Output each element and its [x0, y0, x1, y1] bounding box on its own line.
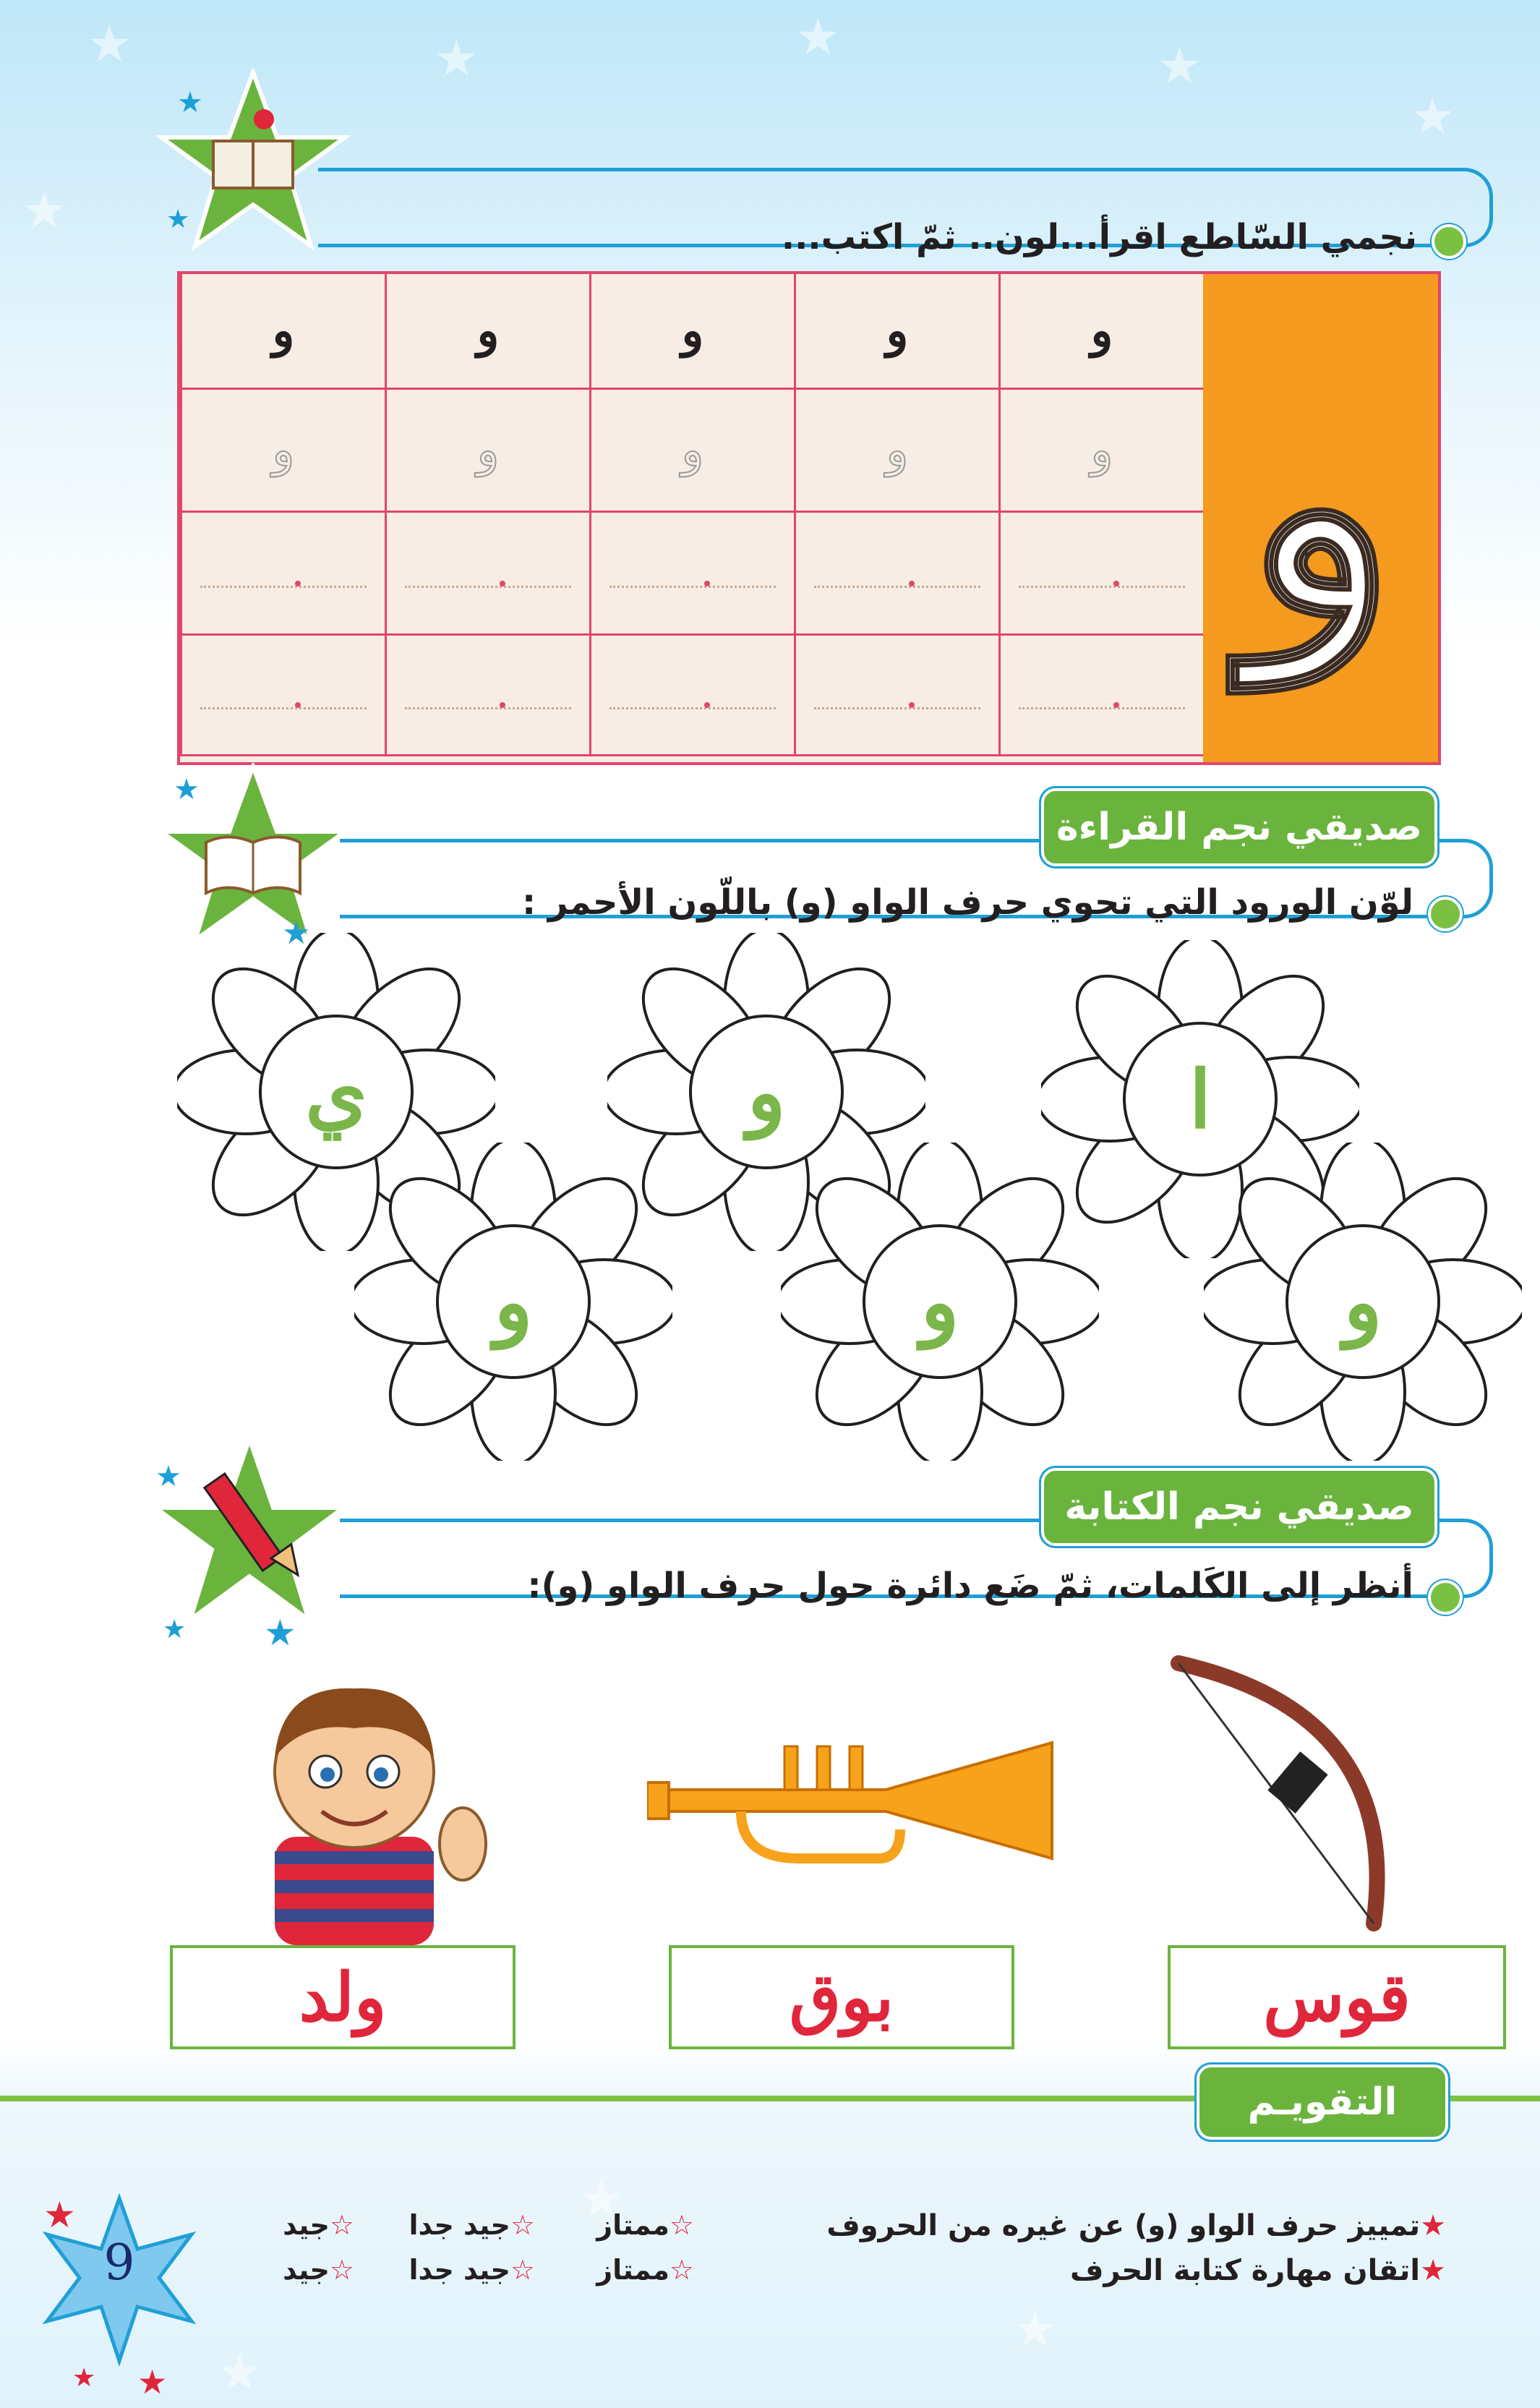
- writing-practice-cell[interactable]: [998, 636, 1203, 756]
- trace-letter-cell: [794, 390, 998, 513]
- background-star-icon: ★: [1157, 36, 1202, 95]
- dotted-guide-line: [200, 707, 367, 709]
- trace-letter-cell: [180, 390, 385, 513]
- svg-text:★: ★: [163, 1615, 187, 1644]
- flower-letter: ا: [1189, 1052, 1212, 1146]
- dotted-guide-line: [405, 586, 571, 588]
- rating-star-icon[interactable]: ☆: [329, 2209, 354, 2241]
- background-star-icon: ★: [22, 181, 67, 240]
- start-dot: [295, 581, 301, 586]
- flower-letter: و: [1343, 1255, 1382, 1349]
- start-dot: [500, 702, 505, 708]
- svg-text:★: ★: [174, 773, 200, 806]
- reading-section-title: صديقي نجم القراءة: [1041, 788, 1437, 866]
- writing-practice-cell[interactable]: [794, 636, 998, 756]
- start-dot: [500, 581, 505, 586]
- bullet-dot: [1428, 1580, 1463, 1615]
- background-star-icon: ★: [1012, 2300, 1058, 2359]
- writing-practice-cell[interactable]: [385, 636, 589, 756]
- flower[interactable]: [781, 1143, 1099, 1461]
- trace-letter: و: [681, 423, 704, 477]
- solid-letter-cell: [998, 274, 1203, 390]
- dotted-guide-line: [1019, 707, 1185, 709]
- solid-letter: و: [476, 304, 500, 358]
- solid-letter-cell: [794, 274, 998, 390]
- rating-option[interactable]: [596, 2254, 694, 2286]
- rating-option[interactable]: [596, 2209, 694, 2241]
- background-star-icon: ★: [578, 2169, 624, 2229]
- dotted-guide-line: [814, 707, 980, 709]
- dotted-guide-line: [609, 586, 776, 588]
- word-box[interactable]: [1168, 1945, 1506, 2049]
- dotted-guide-line: [609, 707, 776, 709]
- flower-letter: و: [920, 1255, 959, 1349]
- background-star-icon: ★: [795, 7, 841, 67]
- background-star-icon: ★: [434, 29, 479, 88]
- svg-text:★: ★: [282, 915, 311, 951]
- start-dot: [909, 702, 915, 708]
- start-dot: [295, 702, 301, 708]
- trumpet-icon: [647, 1735, 1066, 1873]
- solid-letter: و: [272, 304, 295, 358]
- boy-icon: [231, 1670, 506, 1945]
- rating-star-icon[interactable]: ☆: [669, 2254, 694, 2286]
- background-star-icon: ★: [1410, 87, 1455, 146]
- rating-label: ممتاز: [596, 2209, 670, 2241]
- trace-letter: و: [1090, 423, 1113, 477]
- solid-letter-cell: [180, 274, 385, 390]
- dotted-guide-line: [405, 707, 571, 709]
- start-dot: [1113, 581, 1119, 586]
- evaluation-title: التقويـم: [1197, 2065, 1448, 2140]
- section2-instruction: لوّن الورود التي تحوي حرف الواو (و) باللّون الأحمر :: [521, 882, 1413, 923]
- trace-letter-cell: [385, 390, 589, 513]
- rating-option[interactable]: [283, 2209, 354, 2241]
- word-text[interactable]: قوس: [1263, 1958, 1411, 2036]
- svg-text:★: ★: [72, 2363, 96, 2393]
- background-star-icon: ★: [217, 2343, 262, 2402]
- flower-letter: ي: [304, 1045, 368, 1139]
- dotted-guide-line: [814, 586, 980, 588]
- dotted-guide-line: [1019, 586, 1185, 588]
- rating-star-icon[interactable]: ☆: [510, 2254, 535, 2286]
- svg-text:★: ★: [177, 86, 203, 119]
- trace-letter: و: [886, 423, 909, 477]
- section1-instruction: نجمي السّاطع اقرأ...لون.. ثمّ اكتب...: [781, 217, 1417, 257]
- evaluation-criterion: [1070, 2254, 1446, 2287]
- bullet-star-icon: ★: [1420, 2254, 1446, 2287]
- writing-practice-cell[interactable]: [180, 513, 385, 636]
- start-dot: [909, 581, 915, 586]
- bullet-dot: [1432, 224, 1466, 259]
- writing-practice-cell[interactable]: [589, 513, 794, 636]
- page-number: 9: [103, 2234, 135, 2292]
- rating-label: جيد: [283, 2209, 330, 2241]
- flower-letter: و: [747, 1045, 786, 1139]
- rating-label: جيد: [283, 2254, 330, 2286]
- trace-letter-cell: [998, 390, 1203, 513]
- solid-letter: و: [681, 304, 704, 358]
- word-box[interactable]: [170, 1945, 516, 2049]
- bullet-dot: [1428, 897, 1463, 931]
- writing-practice-cell[interactable]: [180, 636, 385, 756]
- start-dot: [704, 702, 710, 708]
- word-text[interactable]: بوق: [789, 1958, 894, 2036]
- writing-section-title: صديقي نجم الكتابة: [1041, 1468, 1437, 1546]
- rating-label: جيد جدا: [408, 2209, 510, 2241]
- tracing-grid: [177, 271, 1441, 765]
- rating-option[interactable]: [408, 2209, 535, 2241]
- flower[interactable]: [354, 1143, 672, 1461]
- featured-letter-box: [1203, 274, 1438, 762]
- featured-letter: و: [1245, 320, 1396, 686]
- solid-letter-cell: [385, 274, 589, 390]
- solid-letter-cell: [589, 274, 794, 390]
- criterion-text: تمييز حرف الواو (و) عن غيره من الحروف: [826, 2209, 1421, 2242]
- svg-text:★: ★: [155, 1460, 181, 1493]
- solid-letter: و: [1090, 304, 1113, 358]
- dotted-guide-line: [200, 586, 367, 588]
- word-box[interactable]: [669, 1945, 1014, 2049]
- writing-practice-cell[interactable]: [385, 513, 589, 636]
- start-dot: [704, 581, 710, 586]
- rating-option[interactable]: [408, 2254, 535, 2286]
- trace-letter-cell: [589, 390, 794, 513]
- rating-option[interactable]: [283, 2254, 354, 2286]
- rating-star-icon[interactable]: ☆: [329, 2254, 354, 2286]
- word-text[interactable]: ولد: [299, 1958, 387, 2036]
- pencil-star-badge-icon: [148, 1435, 351, 1652]
- criterion-text: اتقان مهارة كتابة الحرف: [1070, 2254, 1421, 2287]
- bow-icon: [1157, 1649, 1432, 1938]
- solid-letter: و: [886, 304, 909, 358]
- start-dot: [1113, 702, 1119, 708]
- bullet-star-icon: ★: [1420, 2209, 1446, 2242]
- svg-text:★: ★: [264, 1612, 296, 1652]
- flower[interactable]: [1204, 1143, 1522, 1461]
- background-star-icon: ★: [87, 14, 132, 74]
- svg-text:★: ★: [166, 205, 190, 234]
- rating-star-icon[interactable]: ☆: [510, 2209, 535, 2241]
- section3-instruction: أنظر إلى الكَلمات، ثمّ ضَع دائرة حول حرف الواو (و):: [527, 1566, 1413, 1606]
- svg-text:★: ★: [43, 2194, 76, 2236]
- flower-letter: و: [494, 1255, 533, 1349]
- open-book-star-badge-icon: [155, 763, 351, 951]
- writing-practice-cell[interactable]: [589, 636, 794, 756]
- rating-label: ممتاز: [596, 2254, 670, 2286]
- rating-label: جيد جدا: [408, 2254, 510, 2286]
- trace-letter: و: [272, 423, 295, 477]
- rating-star-icon[interactable]: ☆: [669, 2209, 694, 2241]
- evaluation-criterion: [826, 2209, 1446, 2242]
- writing-practice-cell[interactable]: [794, 513, 998, 636]
- writing-practice-cell[interactable]: [998, 513, 1203, 636]
- trace-letter: و: [476, 423, 500, 477]
- svg-text:★: ★: [137, 2362, 168, 2401]
